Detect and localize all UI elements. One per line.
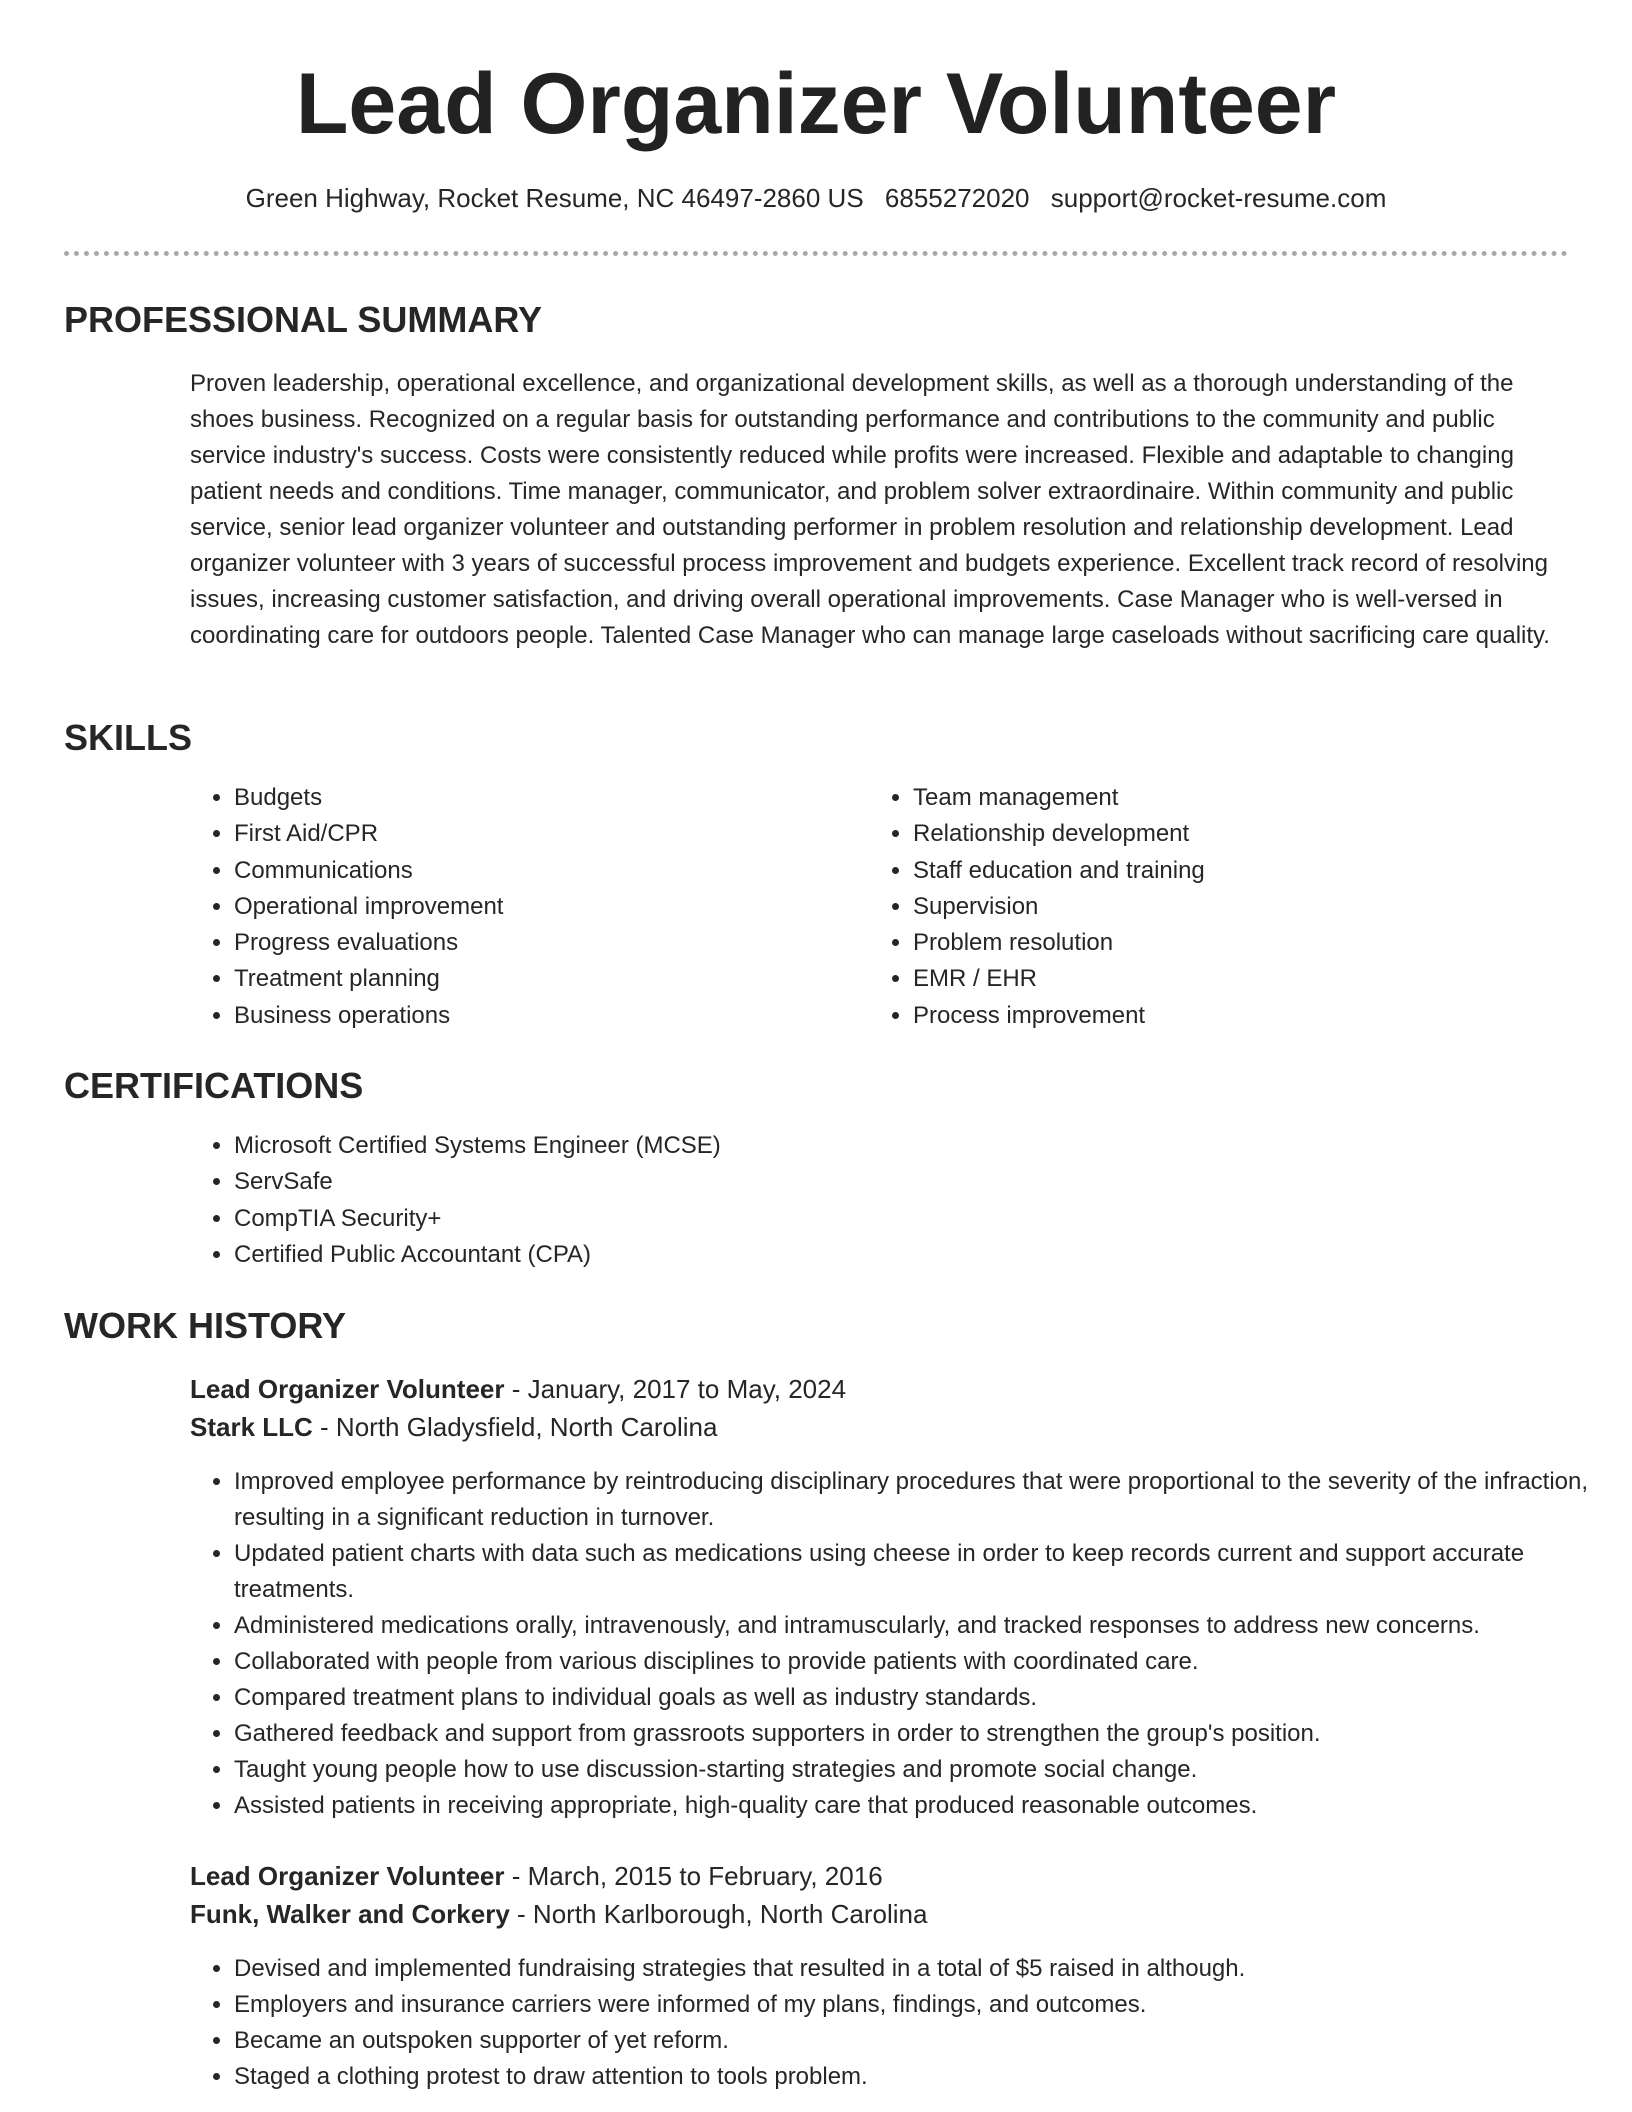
job-location: - North Gladysfield, North Carolina bbox=[320, 1412, 718, 1442]
list-item: • Operational improvement bbox=[234, 889, 854, 925]
list-item: • First Aid/CPR bbox=[234, 816, 854, 852]
job-duties-list bbox=[190, 1951, 1614, 2095]
list-item: • Employers and insurance carriers were informed of my plans, findings, and outcomes. bbox=[234, 1987, 1614, 2023]
list-item: • Progress evaluations bbox=[234, 925, 854, 961]
contact-line bbox=[0, 180, 1632, 216]
contact-phone: 6855272020 bbox=[884, 183, 1030, 213]
summary-text: Proven leadership, operational excellence, and organizational development skills, as well as a thorough understanding of the shoes business. Recognized on a regular basis for outstanding performance and contributions to the community and public service industry's success. Costs were consistently reduced while profits were increased. Flexible and adaptable to changing patient needs and conditions. Time manager, communicator, and problem solver extraordinaire. Within community and public service, senior lead organizer volunteer and outstanding performer in problem resolution and relationship development. Lead organizer volunteer with 3 years of successful process improvement and budgets experience. Excellent track record of resolving issues, increasing customer satisfaction, and driving overall operational improvements. Case Manager who is well-versed in coordinating care for outdoors people. Talented Case Manager who can manage large caseloads without sacrificing care quality. bbox=[190, 370, 1550, 649]
list-item: • Compared treatment plans to individual goals as well as industry standards. bbox=[234, 1680, 1614, 1716]
list-item: • Relationship development bbox=[913, 816, 1563, 852]
list-item: • Improved employee performance by reintroducing disciplinary procedures that were proportional to the severity of the infraction, resulting in a significant reduction in turnover. bbox=[234, 1464, 1614, 1536]
list-item: • CompTIA Security+ bbox=[234, 1201, 1234, 1237]
skills-list-left bbox=[190, 780, 854, 1034]
certifications-list bbox=[190, 1128, 1234, 1273]
list-item: • Team management bbox=[913, 780, 1563, 816]
job-company: Stark LLC bbox=[190, 1412, 313, 1442]
list-item: • Devised and implemented fundraising strategies that resulted in a total of $5 raised in although. bbox=[234, 1951, 1614, 1987]
list-item: • Treatment planning bbox=[234, 961, 854, 997]
header-divider bbox=[64, 251, 1568, 256]
job-title-line bbox=[190, 1857, 883, 1895]
job-dates: - March, 2015 to February, 2016 bbox=[511, 1861, 883, 1891]
list-item: • Communications bbox=[234, 853, 854, 889]
list-item: • Certified Public Accountant (CPA) bbox=[234, 1237, 1234, 1273]
job-dates: - January, 2017 to May, 2024 bbox=[511, 1374, 847, 1404]
skills-list-right bbox=[869, 780, 1563, 1034]
job-title: Lead Organizer Volunteer bbox=[190, 1374, 505, 1404]
list-item: • Administered medications orally, intravenously, and intramuscularly, and tracked responses to address new concerns. bbox=[234, 1608, 1614, 1644]
list-item: • Assisted patients in receiving appropriate, high-quality care that produced reasonable outcomes. bbox=[234, 1788, 1614, 1824]
list-item: • ServSafe bbox=[234, 1164, 1234, 1200]
list-item: • Microsoft Certified Systems Engineer (MCSE) bbox=[234, 1128, 1234, 1164]
list-item: • Supervision bbox=[913, 889, 1563, 925]
list-item: • Staff education and training bbox=[913, 853, 1563, 889]
job-title-line bbox=[190, 1370, 846, 1408]
candidate-name: Lead Organizer Volunteer bbox=[295, 56, 1337, 152]
list-item: • EMR / EHR bbox=[913, 961, 1563, 997]
job-company-line bbox=[190, 1895, 927, 1933]
list-item: • Process improvement bbox=[913, 998, 1563, 1034]
list-item: • Budgets bbox=[234, 780, 854, 816]
list-item: • Staged a clothing protest to draw attention to tools problem. bbox=[234, 2059, 1614, 2095]
list-item: • Updated patient charts with data such as medications using cheese in order to keep records current and support accurate treatments. bbox=[234, 1536, 1614, 1608]
certifications-heading: CERTIFICATIONS bbox=[64, 1065, 364, 1106]
skills-heading: SKILLS bbox=[64, 717, 193, 758]
contact-email: support@rocket-resume.com bbox=[1050, 183, 1387, 213]
list-item: • Taught young people how to use discussion-starting strategies and promote social change. bbox=[234, 1752, 1614, 1788]
list-item: • Gathered feedback and support from grassroots supporters in order to strengthen the group's position. bbox=[234, 1716, 1614, 1752]
list-item: • Problem resolution bbox=[913, 925, 1563, 961]
job-location: - North Karlborough, North Carolina bbox=[517, 1899, 928, 1929]
job-title: Lead Organizer Volunteer bbox=[190, 1861, 505, 1891]
work-history-heading: WORK HISTORY bbox=[64, 1305, 347, 1346]
list-item: • Business operations bbox=[234, 998, 854, 1034]
job-company-line bbox=[190, 1408, 717, 1446]
list-item: • Became an outspoken supporter of yet reform. bbox=[234, 2023, 1614, 2059]
list-item: • Collaborated with people from various disciplines to provide patients with coordinated care. bbox=[234, 1644, 1614, 1680]
contact-address: Green Highway, Rocket Resume, NC 46497-2860 US bbox=[245, 183, 864, 213]
summary-heading: PROFESSIONAL SUMMARY bbox=[64, 299, 543, 340]
job-company: Funk, Walker and Corkery bbox=[190, 1899, 510, 1929]
job-duties-list bbox=[190, 1464, 1614, 1824]
